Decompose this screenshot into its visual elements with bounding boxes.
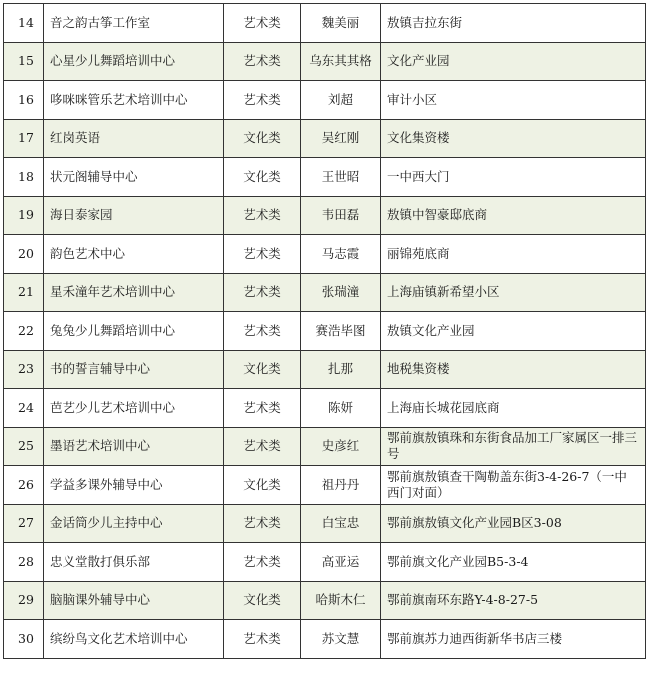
row-number: 30 — [4, 620, 44, 659]
institution-name: 韵色艺术中心 — [44, 235, 224, 274]
category: 艺术类 — [224, 273, 301, 312]
table-row — [4, 119, 646, 158]
row-number: 26 — [4, 466, 44, 505]
contact-person: 苏文慧 — [301, 620, 381, 659]
address: 鄂前旗敖镇文化产业园B区3-08 — [381, 504, 646, 543]
contact-person: 祖丹丹 — [301, 466, 381, 505]
row-number: 20 — [4, 235, 44, 274]
table-row — [4, 350, 646, 389]
institution-name: 学益多课外辅导中心 — [44, 466, 224, 505]
contact-person: 韦田磊 — [301, 196, 381, 235]
institution-name: 哆咪咪管乐艺术培训中心 — [44, 81, 224, 120]
category: 艺术类 — [224, 4, 301, 43]
contact-person: 哈斯木仁 — [301, 581, 381, 620]
contact-person: 刘超 — [301, 81, 381, 120]
category: 文化类 — [224, 158, 301, 197]
address: 上海庙长城花园底商 — [381, 389, 646, 428]
row-number: 15 — [4, 42, 44, 81]
table-row — [4, 581, 646, 620]
institution-name: 状元阁辅导中心 — [44, 158, 224, 197]
contact-person: 赛浩毕图 — [301, 312, 381, 351]
address: 地税集资楼 — [381, 350, 646, 389]
table-row — [4, 4, 646, 43]
category: 艺术类 — [224, 235, 301, 274]
institution-name: 星禾潼年艺术培训中心 — [44, 273, 224, 312]
institution-name: 缤纷鸟文化艺术培训中心 — [44, 620, 224, 659]
row-number: 29 — [4, 581, 44, 620]
contact-person: 吴红刚 — [301, 119, 381, 158]
table-row — [4, 312, 646, 351]
institution-name: 兔兔少儿舞蹈培训中心 — [44, 312, 224, 351]
category: 艺术类 — [224, 42, 301, 81]
contact-person: 扎那 — [301, 350, 381, 389]
table-body — [4, 4, 646, 659]
row-number: 27 — [4, 504, 44, 543]
category: 文化类 — [224, 581, 301, 620]
institution-name: 墨语艺术培训中心 — [44, 427, 224, 466]
table-row — [4, 158, 646, 197]
address: 文化产业园 — [381, 42, 646, 81]
category: 艺术类 — [224, 81, 301, 120]
contact-person: 白宝忠 — [301, 504, 381, 543]
category: 艺术类 — [224, 196, 301, 235]
table-row — [4, 620, 646, 659]
table-row — [4, 81, 646, 120]
institution-name: 脑脑课外辅导中心 — [44, 581, 224, 620]
row-number: 21 — [4, 273, 44, 312]
contact-person: 马志霞 — [301, 235, 381, 274]
category: 文化类 — [224, 119, 301, 158]
row-number: 23 — [4, 350, 44, 389]
category: 艺术类 — [224, 427, 301, 466]
contact-person: 王世昭 — [301, 158, 381, 197]
table-row — [4, 42, 646, 81]
institution-name: 音之韵古筝工作室 — [44, 4, 224, 43]
address: 鄂前旗敖镇珠和东街食品加工厂家属区一排三号 — [381, 427, 646, 466]
address: 审计小区 — [381, 81, 646, 120]
institution-name: 忠义堂散打俱乐部 — [44, 543, 224, 582]
table-row — [4, 427, 646, 466]
address: 鄂前旗文化产业园B5-3-4 — [381, 543, 646, 582]
contact-person: 魏美丽 — [301, 4, 381, 43]
row-number: 25 — [4, 427, 44, 466]
address: 敖镇中智豪邸底商 — [381, 196, 646, 235]
category: 文化类 — [224, 466, 301, 505]
institution-name: 金话筒少儿主持中心 — [44, 504, 224, 543]
address: 鄂前旗苏力迪西街新华书店三楼 — [381, 620, 646, 659]
institution-name: 书的誓言辅导中心 — [44, 350, 224, 389]
row-number: 28 — [4, 543, 44, 582]
address: 鄂前旗南环东路Y-4-8-27-5 — [381, 581, 646, 620]
contact-person: 陈妍 — [301, 389, 381, 428]
row-number: 18 — [4, 158, 44, 197]
contact-person: 史彦红 — [301, 427, 381, 466]
category: 艺术类 — [224, 543, 301, 582]
table-row — [4, 504, 646, 543]
address: 敖镇吉拉东街 — [381, 4, 646, 43]
address: 文化集资楼 — [381, 119, 646, 158]
row-number: 19 — [4, 196, 44, 235]
address: 丽锦苑底商 — [381, 235, 646, 274]
contact-person: 张瑞潼 — [301, 273, 381, 312]
institution-name: 芭艺少儿艺术培训中心 — [44, 389, 224, 428]
category: 艺术类 — [224, 312, 301, 351]
contact-person: 乌东其其格 — [301, 42, 381, 81]
table-row — [4, 273, 646, 312]
row-number: 14 — [4, 4, 44, 43]
category: 文化类 — [224, 350, 301, 389]
institution-name: 红岗英语 — [44, 119, 224, 158]
category: 艺术类 — [224, 504, 301, 543]
institution-name: 心星少儿舞蹈培训中心 — [44, 42, 224, 81]
table-row — [4, 235, 646, 274]
category: 艺术类 — [224, 620, 301, 659]
institution-name: 海日泰家园 — [44, 196, 224, 235]
row-number: 24 — [4, 389, 44, 428]
address: 一中西大门 — [381, 158, 646, 197]
row-number: 16 — [4, 81, 44, 120]
institutions-table — [3, 3, 646, 659]
row-number: 22 — [4, 312, 44, 351]
table-row — [4, 196, 646, 235]
address: 敖镇文化产业园 — [381, 312, 646, 351]
row-number: 17 — [4, 119, 44, 158]
table-row — [4, 543, 646, 582]
table-row — [4, 466, 646, 505]
contact-person: 高亚运 — [301, 543, 381, 582]
address: 鄂前旗敖镇查干陶勒盖东街3-4-26-7（一中西门对面） — [381, 466, 646, 505]
address: 上海庙镇新希望小区 — [381, 273, 646, 312]
category: 艺术类 — [224, 389, 301, 428]
table-row — [4, 389, 646, 428]
